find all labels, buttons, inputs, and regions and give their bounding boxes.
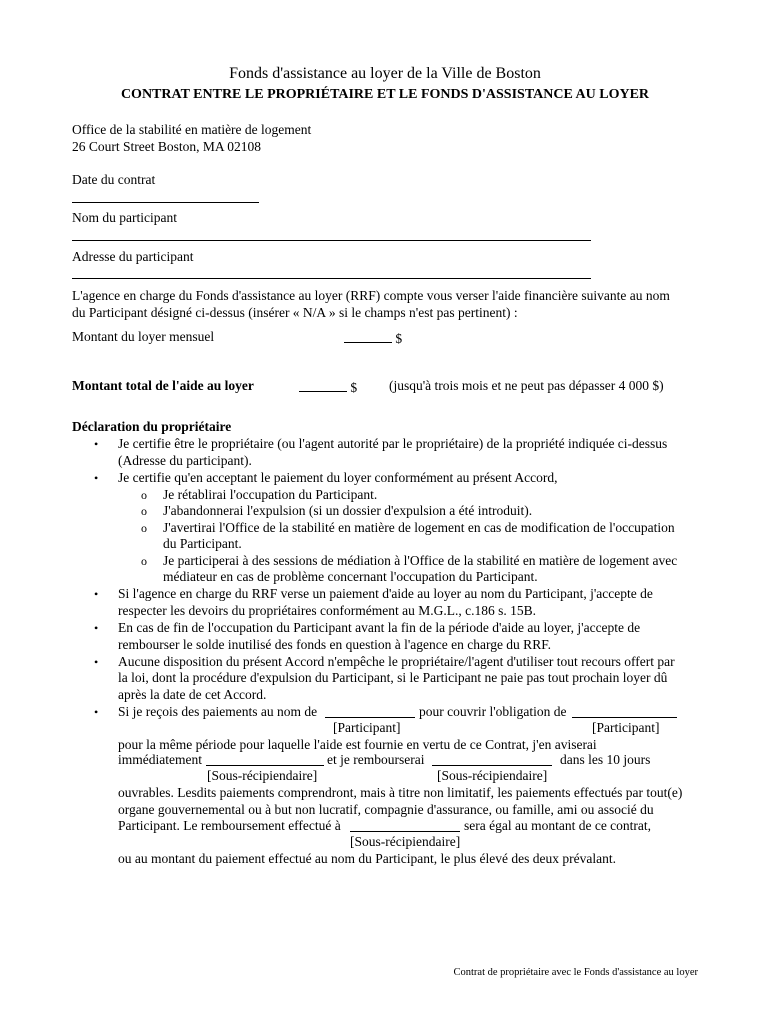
notify-subrecipient-blank[interactable] bbox=[206, 765, 324, 766]
total-aid-field[interactable] bbox=[299, 378, 357, 397]
participant-address-label: Adresse du participant bbox=[72, 249, 194, 264]
bullet-6-line-6-g: sera égal au montant de ce contrat, bbox=[464, 818, 652, 833]
reimburse-subrecipient-blank[interactable] bbox=[432, 765, 552, 766]
circle-bullet-icon: o bbox=[141, 521, 147, 535]
sub-bullet-4-line-1: Je participerai à des sessions de médiation à l'Office de la stabilité en matière de logement avec bbox=[163, 553, 678, 568]
bullet-1-line-2: (Adresse du participant). bbox=[118, 453, 252, 468]
intro-line-1: L'agence en charge du Fonds d'assistance au loyer (RRF) compte vous verser l'aide financière suivante au nom bbox=[72, 288, 670, 303]
office-name: Office de la stabilité en matière de logement bbox=[72, 122, 312, 137]
participant-caption: [Participant] bbox=[592, 720, 660, 735]
bullet-5-line-3: après la date de cet Accord. bbox=[118, 687, 267, 702]
bullet-icon: • bbox=[94, 587, 99, 601]
obligation-participant-blank[interactable] bbox=[572, 717, 677, 718]
bullet-6-line-4: ouvrables. Lesdits paiements comprendront, mais à titre non limitatif, les paiements effectués par tout(e) bbox=[118, 785, 683, 800]
circle-bullet-icon: o bbox=[141, 554, 147, 568]
bullet-6-line-3-c: immédiatement bbox=[118, 752, 202, 767]
total-aid-blank[interactable] bbox=[299, 378, 347, 392]
bullet-6-line-6-f: Participant. Le remboursement effectué à bbox=[118, 818, 341, 833]
bullet-3-line-1: Si l'agence en charge du RRF verse un paiement d'aide au loyer au nom du Participant, j'accepte de bbox=[118, 586, 653, 601]
sub-bullet-3-line-2: du Participant. bbox=[163, 536, 242, 551]
bullet-6-line-1-b: pour couvrir l'obligation de bbox=[419, 704, 567, 719]
participant-address-field[interactable] bbox=[72, 278, 591, 279]
participant-name-field[interactable] bbox=[72, 240, 591, 241]
contract-date-label: Date du contrat bbox=[72, 172, 156, 187]
bullet-4-line-2: rembourser le solde inutilisé des fonds en question à l'agence en charge du RRF. bbox=[118, 637, 551, 652]
bullet-1-line-1: Je certifie être le propriétaire (ou l'agent autorité par le propriétaire) de la propriété indiquée ci-dessus bbox=[118, 436, 668, 451]
subrecipient-caption: [Sous-récipiendaire] bbox=[437, 768, 548, 783]
office-address: 26 Court Street Boston, MA 02108 bbox=[72, 139, 262, 154]
subrecipient-caption: [Sous-récipiendaire] bbox=[207, 768, 318, 783]
bullet-icon: • bbox=[94, 621, 99, 635]
sub-bullet-2: J'abandonnerai l'expulsion (si un dossier d'expulsion a été introduit). bbox=[163, 503, 533, 518]
bullet-5-line-1: Aucune disposition du présent Accord n'empêche le propriétaire/l'agent d'utiliser tout recours offert par bbox=[118, 654, 675, 669]
participant-caption: [Participant] bbox=[333, 720, 401, 735]
bullet-6-line-3-e: dans les 10 jours bbox=[560, 752, 651, 767]
intro-line-2: du Participant désigné ci-dessus (insérer « N/A » si le champs n'est pas pertinent) : bbox=[72, 305, 518, 320]
document-subtitle: CONTRAT ENTRE LE PROPRIÉTAIRE ET LE FONDS D'ASSISTANCE AU LOYER bbox=[120, 87, 650, 102]
monthly-rent-currency: $ bbox=[395, 331, 403, 346]
participant-name-label: Nom du participant bbox=[72, 210, 177, 225]
bullet-6-line-3-d: et je rembourserai bbox=[327, 752, 425, 767]
bullet-icon: • bbox=[94, 655, 99, 669]
bullet-3-line-2: respecter les devoirs du propriétaires conformément au M.G.L., c.186 s. 15B. bbox=[118, 603, 537, 618]
monthly-rent-label: Montant du loyer mensuel bbox=[72, 329, 215, 344]
total-aid-label: Montant total de l'aide au loyer bbox=[72, 378, 254, 393]
bullet-2-text: Je certifie qu'en acceptant le paiement du loyer conformément au présent Accord, bbox=[118, 470, 558, 485]
circle-bullet-icon: o bbox=[141, 488, 147, 502]
bullet-6-line-7: ou au montant du paiement effectué au nom du Participant, le plus élevé des deux prévalant. bbox=[118, 851, 616, 866]
sub-bullet-1: Je rétablirai l'occupation du Participant. bbox=[163, 487, 378, 502]
circle-bullet-icon: o bbox=[141, 504, 147, 518]
payment-participant-blank[interactable] bbox=[325, 717, 415, 718]
bullet-icon: • bbox=[94, 705, 99, 719]
declaration-heading: Déclaration du propriétaire bbox=[72, 419, 232, 434]
bullet-6-line-2: pour la même période pour laquelle l'aide est fournie en vertu de ce Contrat, j'en aviserai bbox=[118, 737, 597, 752]
bullet-6-line-5: organe gouvernemental ou à but non lucratif, compagnie d'assurance, ou famille, ami ou associé du bbox=[118, 802, 654, 817]
contract-date-field[interactable] bbox=[72, 202, 259, 203]
monthly-rent-field[interactable] bbox=[344, 329, 402, 348]
document-title: Fonds d'assistance au loyer de la Ville de Boston bbox=[229, 65, 541, 82]
page-footer: Contrat de propriétaire avec le Fonds d'assistance au loyer bbox=[453, 967, 698, 978]
bullet-6-line-1-a: Si je reçois des paiements au nom de bbox=[118, 704, 318, 719]
sub-bullet-3-line-1: J'avertirai l'Office de la stabilité en matière de logement en cas de modification de l'occupation bbox=[163, 520, 675, 535]
bullet-5-line-2: la loi, dont la procédure d'expulsion du Participant, si le Participant ne paie pas tout prochain loyer dû bbox=[118, 670, 668, 685]
repayment-subrecipient-blank[interactable] bbox=[350, 831, 460, 832]
total-aid-note: (jusqu'à trois mois et ne peut pas dépasser 4 000 $) bbox=[389, 378, 664, 393]
total-aid-currency: $ bbox=[350, 380, 358, 395]
subrecipient-caption: [Sous-récipiendaire] bbox=[350, 834, 461, 849]
sub-bullet-4-line-2: médiateur en cas de problème concernant l'occupation du Participant. bbox=[163, 569, 538, 584]
bullet-icon: • bbox=[94, 437, 99, 451]
monthly-rent-blank[interactable] bbox=[344, 329, 392, 343]
bullet-4-line-1: En cas de fin de l'occupation du Participant avant la fin de la période d'aide au loyer, j'accepte de bbox=[118, 620, 641, 635]
bullet-icon: • bbox=[94, 471, 99, 485]
